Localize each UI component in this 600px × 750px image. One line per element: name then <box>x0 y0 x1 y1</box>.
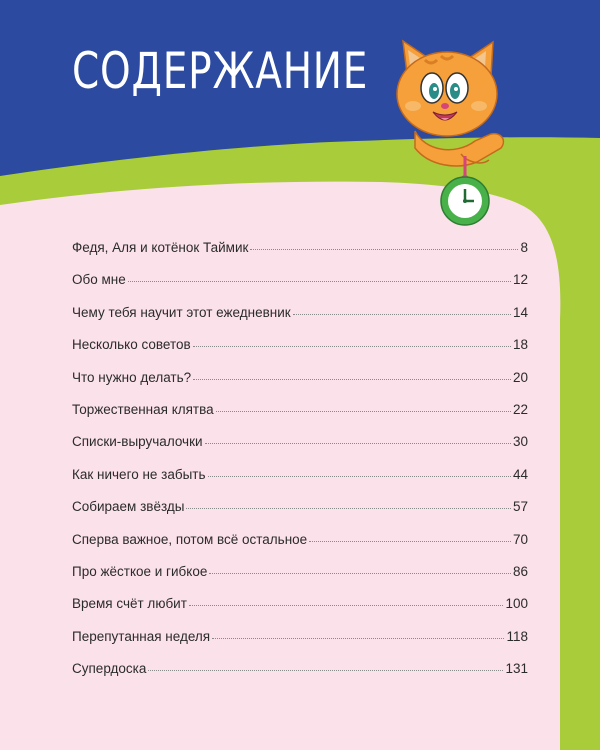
toc-entry-page-number: 86 <box>512 563 528 579</box>
toc-dot-leader <box>209 573 511 574</box>
toc-entry-title: Что нужно делать? <box>72 369 192 385</box>
toc-entry-page-number: 14 <box>512 304 528 320</box>
toc-entry-title: Несколько советов <box>72 337 191 353</box>
toc-entry <box>72 402 528 434</box>
toc-entry <box>72 272 528 304</box>
toc-entry-title: Про жёсткое и гибкое <box>72 563 208 579</box>
toc-dot-leader <box>186 508 511 509</box>
toc-entry-page-number: 18 <box>512 337 528 353</box>
toc-dot-leader <box>293 314 511 315</box>
clock-icon <box>441 156 489 225</box>
toc-entry-page-number: 8 <box>520 240 528 255</box>
toc-dot-leader <box>216 411 511 412</box>
toc-entry-title: Обо мне <box>72 272 126 288</box>
toc-dot-leader <box>193 346 511 347</box>
toc-entry-title: Торжественная клятва <box>72 401 214 417</box>
toc-entry-title: Чему тебя научит этот ежедневник <box>72 304 291 320</box>
toc-entry-page-number: 131 <box>505 661 528 677</box>
toc-dot-leader <box>208 476 511 477</box>
toc-dot-leader <box>193 379 511 380</box>
toc-dot-leader <box>309 541 511 542</box>
toc-entry <box>72 240 528 272</box>
toc-entry <box>72 499 528 531</box>
toc-entry-title: Собираем звёзды <box>72 499 185 515</box>
toc-entry <box>72 629 528 661</box>
toc-entry-page-number: 44 <box>512 466 528 482</box>
toc-entry <box>72 564 528 596</box>
page-title: СОДЕРЖАНИЕ <box>72 42 369 100</box>
toc-entry-page-number: 20 <box>512 369 528 385</box>
toc-entry <box>72 661 528 693</box>
toc-entry <box>72 305 528 337</box>
toc-entry <box>72 434 528 466</box>
toc-entry-title: Федя, Аля и котёнок Таймик <box>72 240 249 255</box>
cat-icon <box>397 41 503 166</box>
toc-entry-title: Списки-выручалочки <box>72 434 203 450</box>
toc-entry <box>72 467 528 499</box>
toc-dot-leader <box>128 281 511 282</box>
table-of-contents <box>72 240 528 693</box>
toc-dot-leader <box>205 443 511 444</box>
toc-entry-title: Время счёт любит <box>72 596 187 612</box>
toc-entry-title: Перепутанная неделя <box>72 628 211 644</box>
toc-dot-leader <box>189 605 504 606</box>
toc-dot-leader <box>212 638 504 639</box>
toc-entry <box>72 532 528 564</box>
toc-entry-page-number: 118 <box>506 628 528 644</box>
cat-with-clock-illustration <box>385 36 535 226</box>
toc-entry-page-number: 57 <box>512 499 528 515</box>
toc-entry-title: Сперва важное, потом всё остальное <box>72 531 308 547</box>
toc-entry-page-number: 100 <box>505 596 528 612</box>
toc-entry-page-number: 30 <box>512 434 528 450</box>
toc-entry-page-number: 70 <box>512 531 528 547</box>
toc-entry-page-number: 22 <box>512 401 528 417</box>
toc-entry-title: Как ничего не забыть <box>72 466 206 482</box>
toc-dot-leader <box>148 670 503 671</box>
toc-dot-leader <box>250 249 518 250</box>
toc-entry <box>72 337 528 369</box>
toc-entry-title: Супердоска <box>72 661 147 677</box>
toc-entry-page-number: 12 <box>512 272 528 288</box>
toc-entry <box>72 596 528 628</box>
toc-entry <box>72 370 528 402</box>
